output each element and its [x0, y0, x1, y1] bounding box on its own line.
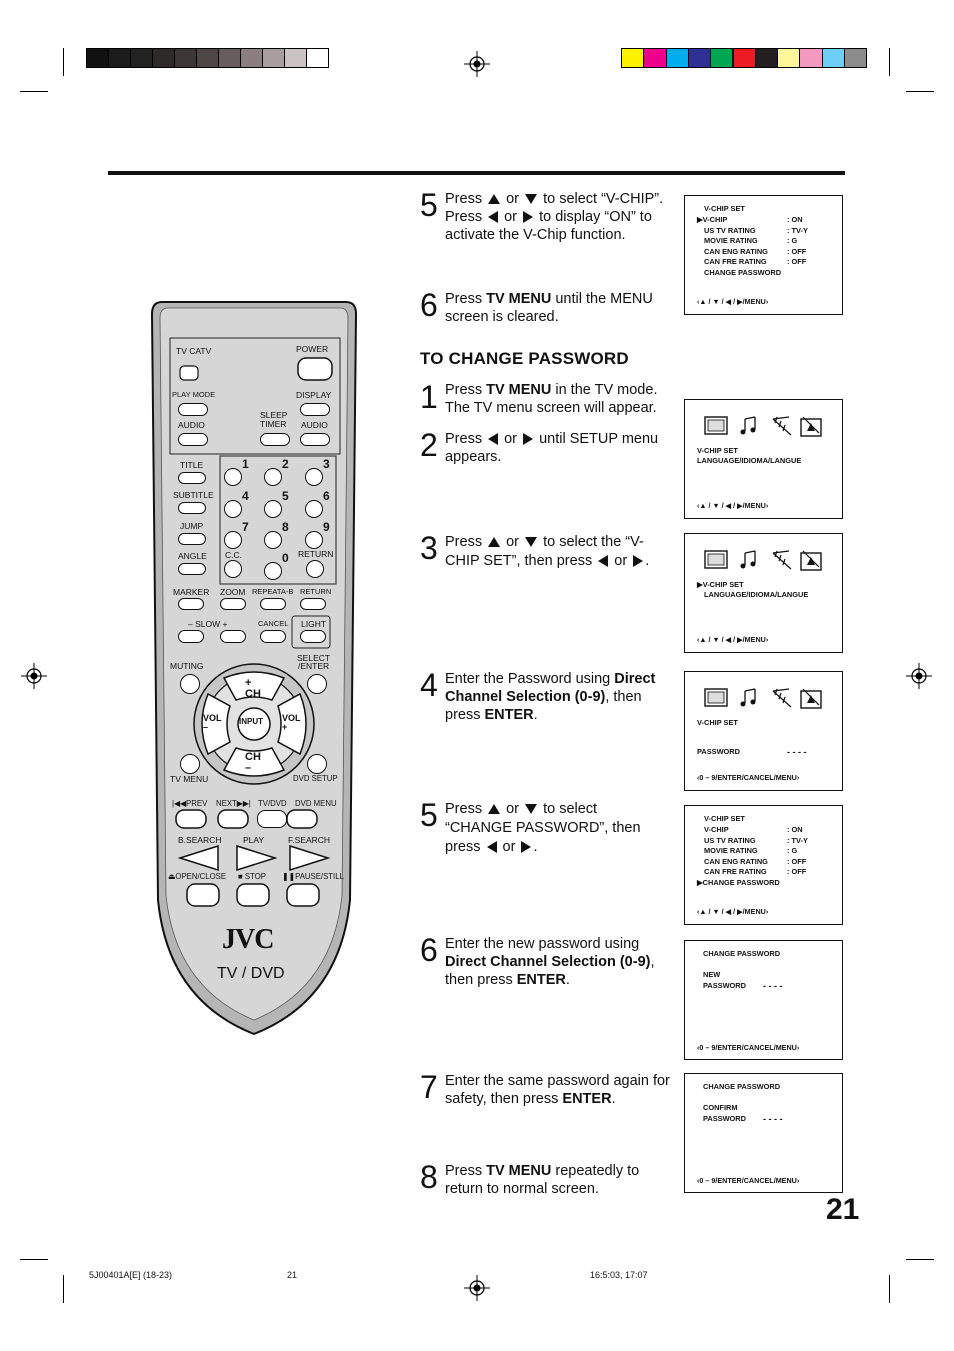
crop-mark	[906, 91, 934, 92]
registration-mark-icon	[464, 51, 490, 77]
tv-menu-label: TV MENU	[170, 774, 209, 784]
digit-button-3[interactable]	[305, 468, 323, 486]
digit-button-1[interactable]	[224, 468, 242, 486]
dvd-setup-button[interactable]	[307, 754, 327, 774]
step-text: Press or to select “CHANGE PASSWORD”, then press or .	[445, 801, 641, 855]
password-label: PASSWORD	[703, 1114, 746, 1123]
dvd-menu-label: DVD MENU	[295, 799, 337, 808]
setup-menu-screen	[684, 399, 843, 519]
cc-label: C.C.	[225, 550, 242, 560]
color-swatch	[688, 48, 711, 68]
return2-button[interactable]	[300, 598, 326, 610]
play-mode-label: PLAY MODE	[172, 390, 216, 399]
menu-icons-icon	[703, 415, 823, 439]
color-swatch	[284, 48, 307, 68]
menu-icons	[703, 415, 823, 443]
digit-label: 2	[282, 457, 289, 471]
step-number: 1	[420, 379, 438, 415]
menu-row-label: MOVIE RATING	[704, 846, 758, 855]
menu-row-value: : OFF	[787, 867, 807, 876]
repeat-ab-label: REPEATA-B	[252, 587, 294, 596]
color-swatch	[86, 48, 109, 68]
cancel-button[interactable]	[260, 630, 286, 643]
color-swatch	[733, 48, 756, 68]
menu-row-value: : G	[787, 236, 798, 245]
menu-row-label: CAN ENG RATING	[704, 246, 768, 256]
color-swatch	[108, 48, 131, 68]
password-dashes: - - - -	[787, 747, 807, 757]
muting-button[interactable]	[180, 674, 200, 694]
digit-label: 5	[282, 489, 289, 503]
page-number: 21	[826, 1193, 860, 1226]
color-swatch	[643, 48, 666, 68]
menu-item-language: LANGUAGE/IDIOMA/LANGUE	[697, 456, 802, 465]
step-number: 7	[420, 1069, 438, 1105]
marker-label: MARKER	[173, 587, 210, 597]
digit-label: 8	[282, 520, 289, 534]
footer-right: 16:5:03, 17:07	[590, 1270, 648, 1280]
step-number: 3	[420, 530, 438, 566]
title-label: TITLE	[180, 460, 204, 470]
menu-item-vchip-set: ▶V-CHIP SET	[697, 580, 744, 589]
color-swatch	[844, 48, 867, 68]
footer-left: 5J00401A[E] (18-23)	[89, 1270, 173, 1280]
digit-button-2[interactable]	[264, 468, 282, 486]
menu-row-label: MOVIE RATING	[704, 236, 758, 245]
menu-row-value: : ON	[787, 215, 803, 224]
nav-hint: ‹▲ / ▼ / ◀ / ▶/MENU›	[697, 297, 769, 306]
section-heading: TO CHANGE PASSWORD	[420, 349, 629, 368]
menu-icons-icon	[703, 687, 823, 711]
ch-up-label: + CH	[245, 677, 261, 700]
enter-label: /ENTER	[298, 661, 330, 671]
cancel-label: CANCEL	[258, 619, 289, 628]
model-label: TV / DVD	[217, 965, 285, 982]
screen-title: V-CHIP SET	[704, 814, 745, 823]
angle-label: ANGLE	[178, 551, 207, 561]
menu-row-value: : TV-Y	[787, 225, 808, 235]
menu-row-label: CAN FRE RATING	[704, 257, 767, 266]
prev-label: |◀◀PREV	[172, 799, 208, 808]
step-number: 5	[420, 187, 438, 223]
f-search-label: F.SEARCH	[288, 835, 331, 845]
vol-right-label: VOL +	[282, 713, 301, 732]
digit-label: 4	[242, 489, 249, 503]
return-label: RETURN	[298, 549, 334, 559]
password-dashes: - - - -	[763, 1114, 783, 1124]
digit-button-5[interactable]	[264, 500, 282, 518]
color-swatch	[710, 48, 733, 68]
menu-row-label: US TV RATING	[704, 835, 756, 845]
color-swatch	[666, 48, 689, 68]
repeat-ab-button[interactable]	[260, 598, 286, 610]
menu-row-label: ▶CHANGE PASSWORD	[697, 877, 780, 887]
nav-hint: ‹0 – 9/ENTER/CANCEL/MENU›	[697, 773, 800, 782]
display-label: DISPLAY	[296, 390, 332, 400]
menu-icons	[703, 687, 823, 715]
audio-button-left[interactable]	[178, 433, 208, 446]
new-password-screen	[684, 940, 843, 1060]
step-number: 8	[420, 1159, 438, 1195]
digit-label: 1	[242, 457, 249, 471]
stop-label: ■ STOP	[238, 872, 266, 881]
step-text: Press TV MENU until the MENU screen is cleared.	[445, 291, 653, 325]
power-label: POWER	[296, 344, 329, 354]
crop-mark	[63, 1275, 64, 1303]
menu-icons-icon	[703, 549, 823, 573]
step-text: Press TV MENU repeatedly to return to normal screen.	[445, 1163, 640, 1197]
sleep-label: SLEEP	[260, 410, 288, 420]
confirm-password-screen	[684, 1073, 843, 1193]
digit-label: 3	[323, 457, 330, 471]
crop-mark	[906, 1259, 934, 1260]
step-text: Press or until SETUP menu appears.	[445, 431, 659, 465]
step-number: 5	[420, 797, 438, 833]
marker-button[interactable]	[178, 598, 204, 610]
menu-row-value: : OFF	[787, 257, 807, 266]
color-swatch	[777, 48, 800, 68]
menu-row-label: V-CHIP	[704, 825, 729, 834]
registration-mark-icon	[21, 663, 47, 689]
tv-menu-button[interactable]	[180, 754, 200, 774]
next-label: NEXT▶▶|	[216, 799, 251, 808]
cc-button[interactable]	[224, 560, 242, 578]
menu-row-label: ▶V-CHIP	[697, 215, 728, 224]
menu-row-value: : OFF	[787, 246, 807, 256]
color-swatch	[218, 48, 241, 68]
vchip-menu-screen	[684, 195, 843, 315]
step-text: Enter the same password again for safety, then press ENTER.	[445, 1073, 670, 1107]
setup-menu-screen-selected	[684, 533, 843, 653]
nav-hint: ‹0 – 9/ENTER/CANCEL/MENU›	[697, 1043, 800, 1052]
section-rule	[108, 171, 845, 175]
digit-button-6[interactable]	[305, 500, 323, 518]
color-swatch	[262, 48, 285, 68]
vchip-menu-screen-change-password	[684, 805, 843, 925]
password-label: PASSWORD	[703, 981, 746, 990]
vol-left-label: VOL –	[203, 713, 222, 732]
display-button[interactable]	[300, 403, 330, 416]
menu-row-value: : OFF	[787, 856, 807, 866]
step-number: 6	[420, 932, 438, 968]
menu-row-label: CAN FRE RATING	[704, 867, 767, 876]
color-swatch	[306, 48, 329, 68]
subtitle-button[interactable]	[178, 502, 206, 514]
jvc-logo: JVC	[222, 924, 274, 955]
registration-mark-icon	[906, 663, 932, 689]
crop-mark	[20, 91, 48, 92]
play-label: PLAY	[243, 835, 265, 845]
color-swatch	[799, 48, 822, 68]
menu-row-value: : G	[787, 846, 798, 855]
jump-button[interactable]	[178, 533, 206, 545]
tv-dvd-button[interactable]	[257, 810, 287, 828]
menu-item-vchip-set: V-CHIP SET	[697, 446, 738, 455]
screen-title: V-CHIP SET	[697, 718, 738, 727]
step-text: Press or to select the “V-CHIP SET”, then press or .	[445, 534, 650, 569]
subtitle-label: SUBTITLE	[173, 490, 214, 500]
digit-button-8[interactable]	[264, 531, 282, 549]
step-text: Press or to select “V-CHIP”. Press or to display “ON” to activate the V-Chip function.	[445, 191, 664, 243]
crop-mark	[20, 1259, 48, 1260]
new-label: NEW	[703, 970, 721, 979]
audio-label-right: AUDIO	[301, 420, 328, 430]
digit-label: 7	[242, 520, 249, 534]
nav-hint: ‹▲ / ▼ / ◀ / ▶/MENU›	[697, 907, 769, 916]
registration-mark-icon	[464, 1275, 490, 1301]
b-search-label: B.SEARCH	[178, 835, 222, 845]
tv-catv-label: TV CATV	[176, 346, 212, 356]
audio-label-left: AUDIO	[178, 420, 205, 430]
tv-dvd-label: TV/DVD	[258, 799, 287, 808]
digit-button-7[interactable]	[224, 531, 242, 549]
select-label: SELECT	[297, 653, 331, 663]
menu-item-language: LANGUAGE/IDIOMA/LANGUE	[704, 590, 809, 599]
digit-button-0[interactable]	[264, 562, 282, 580]
ch-down-label: CH –	[245, 751, 261, 774]
crop-mark	[63, 48, 64, 76]
zoom-label: ZOOM	[220, 587, 246, 597]
digit-button-4[interactable]	[224, 500, 242, 518]
light-button[interactable]	[300, 630, 326, 643]
sleep-timer-button[interactable]	[260, 433, 290, 446]
crop-mark	[889, 48, 890, 76]
muting-label: MUTING	[170, 661, 204, 671]
color-swatch	[196, 48, 219, 68]
timer-label: TIMER	[260, 419, 287, 429]
nav-hint: ‹▲ / ▼ / ◀ / ▶/MENU›	[697, 635, 769, 644]
return-button[interactable]	[306, 560, 324, 578]
return2-label: RETURN	[300, 587, 332, 596]
open-close-label: ⏏OPEN/CLOSE	[168, 872, 227, 881]
menu-icons	[703, 549, 823, 577]
step-text: Enter the new password using Direct Channel Selection (0-9), then press ENTER.	[445, 936, 655, 988]
play-mode-button[interactable]	[178, 403, 208, 416]
jump-label: JUMP	[180, 521, 204, 531]
menu-row-label: US TV RATING	[704, 225, 756, 235]
step-text: Enter the Password using Direct Channel Selection (0-9), then press ENTER.	[445, 671, 656, 723]
color-swatch	[240, 48, 263, 68]
step-number: 4	[420, 667, 438, 703]
screen-title: CHANGE PASSWORD	[703, 949, 781, 958]
angle-button[interactable]	[178, 563, 206, 575]
color-swatch	[130, 48, 153, 68]
menu-row-label: CAN ENG RATING	[704, 856, 768, 866]
color-swatch	[755, 48, 778, 68]
color-swatch	[152, 48, 175, 68]
digit-button-9[interactable]	[305, 531, 323, 549]
slow-label: – SLOW +	[188, 619, 228, 629]
menu-row-value: : TV-Y	[787, 835, 808, 845]
zoom-button[interactable]	[220, 598, 246, 610]
digit-label: 9	[323, 520, 330, 534]
nav-hint: ‹▲ / ▼ / ◀ / ▶/MENU›	[697, 501, 769, 510]
digit-label: 6	[323, 489, 330, 503]
screen-title: CHANGE PASSWORD	[703, 1082, 781, 1091]
input-label: INPUT	[239, 717, 263, 726]
confirm-label: CONFIRM	[703, 1103, 738, 1112]
color-swatch	[621, 48, 644, 68]
light-label: LIGHT	[301, 619, 327, 629]
menu-row-label: CHANGE PASSWORD	[704, 267, 782, 277]
pause-still-label: ❚❚PAUSE/STILL	[282, 872, 344, 881]
password-screen	[684, 671, 843, 791]
slow-plus-button[interactable]	[220, 630, 246, 643]
crop-mark	[889, 1275, 890, 1303]
password-dashes: - - - -	[763, 981, 783, 991]
color-swatch	[822, 48, 845, 68]
dvd-setup-label: DVD SETUP	[293, 774, 338, 783]
step-number: 6	[420, 287, 438, 323]
footer-middle: 21	[287, 1270, 298, 1280]
slow-minus-button[interactable]	[178, 630, 204, 643]
color-swatch	[174, 48, 197, 68]
title-button[interactable]	[178, 472, 206, 484]
screen-title: V-CHIP SET	[704, 204, 745, 213]
step-number: 2	[420, 427, 438, 463]
digit-label: 0	[282, 551, 289, 565]
menu-row-value: : ON	[787, 825, 803, 834]
nav-hint: ‹0 – 9/ENTER/CANCEL/MENU›	[697, 1176, 800, 1185]
step-text: Press TV MENU in the TV mode. The TV menu screen will appear.	[445, 382, 658, 416]
password-label: PASSWORD	[697, 747, 740, 756]
remote-control	[150, 300, 358, 1037]
audio-button-right[interactable]	[300, 433, 330, 446]
select-enter-button[interactable]	[307, 674, 327, 694]
